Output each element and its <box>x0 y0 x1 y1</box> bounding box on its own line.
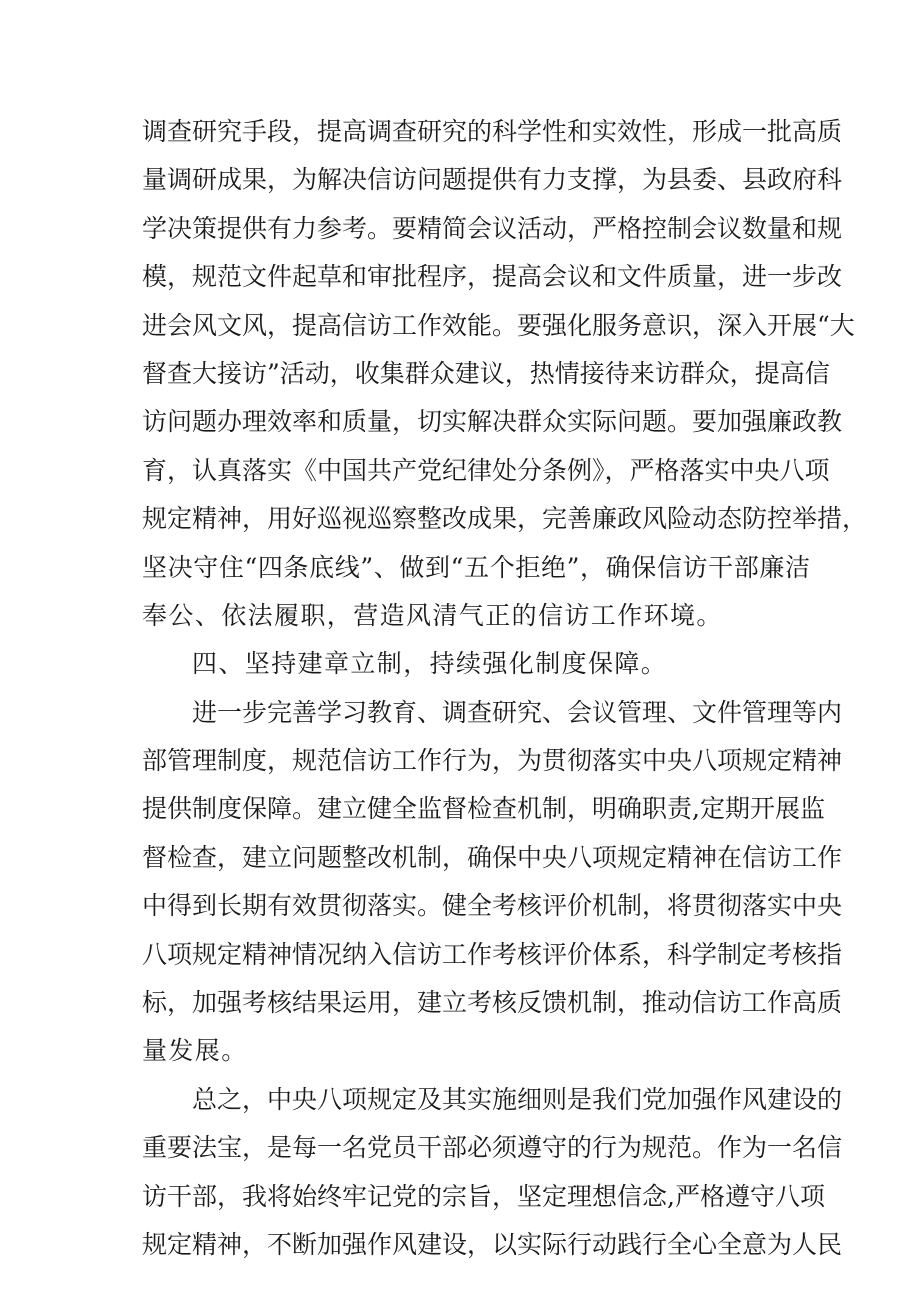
body-text-line: 八项规定精神情况纳入信访工作考核评价体系，科学制定考核指 <box>142 939 843 969</box>
body-text-line: 督查大接访”活动，收集群众建议，热情接待来访群众，提高信 <box>142 358 830 388</box>
body-text-line: 进会风文风，提高信访工作效能。要强化服务意识，深入开展“大 <box>142 310 855 340</box>
paragraph-first-line: 总之，中央八项规定及其实施细则是我们党加强作风建设的 <box>192 1084 843 1114</box>
body-text-line: 调查研究手段，提高调查研究的科学性和实效性，形成一批高质 <box>142 117 843 146</box>
body-text-line: 育，认真落实《中国共产党纪律处分条例》，严格落实中央八项 <box>142 455 830 485</box>
body-text-line: 规定精神，用好巡视巡察整改成果，完善廉政风险动态防控举措， <box>142 504 868 534</box>
body-text-line: 部管理制度，规范信访工作行为，为贯彻落实中央八项规定精神 <box>142 746 843 776</box>
body-text-line: 标，加强考核结果运用，建立考核反馈机制，推动信访工作高质 <box>142 988 843 1018</box>
paragraph-last-line: 量发展。 <box>142 1036 248 1066</box>
body-text-line: 督检查，建立问题整改机制，确保中央八项规定精神在信访工作 <box>142 842 843 872</box>
body-text-line: 坚决守住“四条底线”、做到“五个拒绝”，确保信访干部廉洁 <box>142 552 810 582</box>
body-text-line: 模，规范文件起草和审批程序，提高会议和文件质量，进一步改 <box>142 262 843 292</box>
body-text-line: 访干部，我将始终牢记党的宗旨，坚定理想信念,严格遵守八项 <box>142 1181 825 1211</box>
body-text-line: 学决策提供有力参考。要精简会议活动，严格控制会议数量和规 <box>142 213 843 243</box>
section-heading: 四、坚持建章立制，持续强化制度保障。 <box>192 649 668 679</box>
paragraph-first-line: 进一步完善学习教育、调查研究、会议管理、文件管理等内 <box>192 697 843 727</box>
body-text-line: 量调研成果，为解决信访问题提供有力支撑，为县委、县政府科 <box>142 165 843 195</box>
body-text-line: 重要法宝，是每一名党员干部必须遵守的行为规范。作为一名信 <box>142 1133 843 1163</box>
body-text-line: 中得到长期有效贯彻落实。健全考核评价机制，将贯彻落实中央 <box>142 891 843 921</box>
body-text-line: 规定精神，不断加强作风建设，以实际行动践行全心全意为人民 <box>142 1229 843 1259</box>
body-text-line: 访问题办理效率和质量，切实解决群众实际问题。要加强廉政教 <box>142 407 843 437</box>
body-text-line: 提供制度保障。建立健全监督检查机制，明确职责,定期开展监 <box>142 794 825 824</box>
paragraph-last-line: 奉公、依法履职，营造风清气正的信访工作环境。 <box>142 600 723 630</box>
